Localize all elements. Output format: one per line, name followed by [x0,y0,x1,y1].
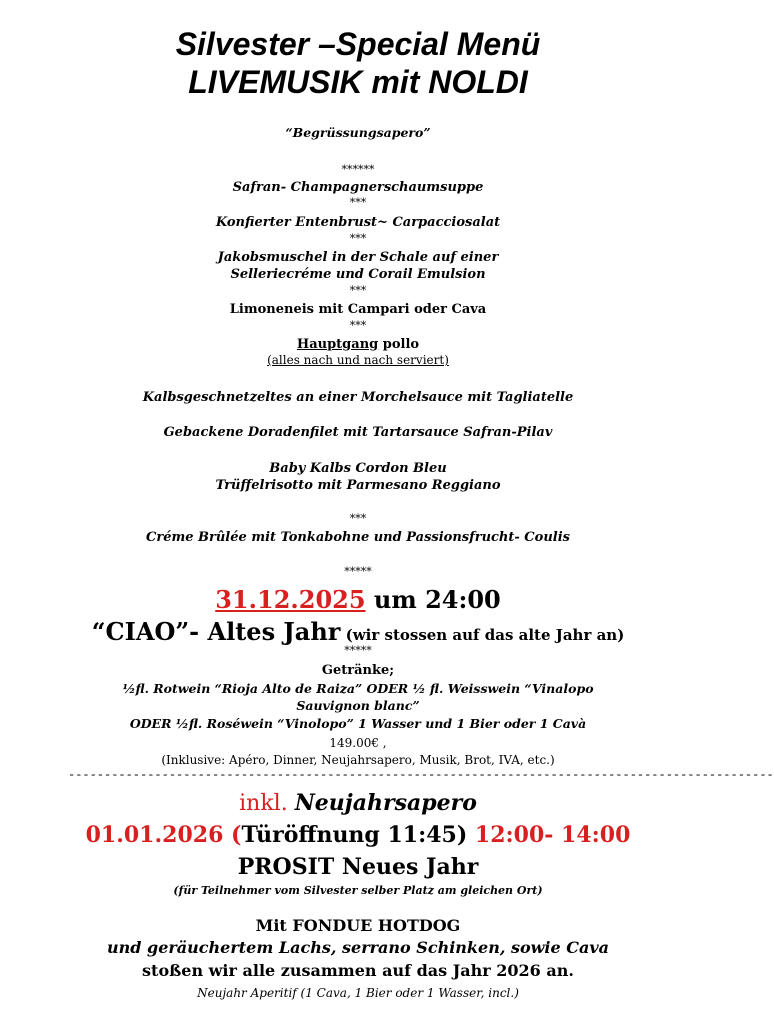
main-course-heading [0,336,716,353]
drinks-line-3: ODER ½fl. Roséwein “Vinolopo” 1 Wasser und 1 Bier oder 1 Cavà [129,716,587,731]
main-course-label: Hauptgang [296,337,379,352]
separator: *** [349,319,367,332]
separator: *** [349,512,367,525]
main-course-note: (alles nach und nach serviert) [267,353,449,367]
prosit-heading: PROSIT Neues Jahr [237,854,479,880]
drinks-line-1: ½fl. Rotwein “Rioja Alto de Raiza” ODER ½ fl. Weisswein “Vinalopo [122,681,594,696]
apero-label: Neujahrsapero [294,790,477,816]
greeting: “Begrüssungsapero” [285,125,431,140]
newyear-apero-heading [0,788,716,819]
separator: *** [349,196,367,209]
fondue-line: Mit FONDUE HOTDOG [255,916,461,935]
dessert: Créme Brûlée mit Tonkabohne und Passionsfrucht- Coulis [146,530,570,545]
ciao-title: “CIAO”- Altes Jahr [91,617,341,646]
price: 149.00€ , [329,736,387,750]
participants-note: (für Teilnehmer vom Silvester selber Platz am gleichen Ort) [173,884,543,897]
aperitif-note: Neujahr Aperitif (1 Cava, 1 Bier oder 1 Wasser, incl.) [197,986,519,1000]
inclusive-note: (Inklusive: Apéro, Dinner, Neujahrsapero, Musik, Brot, IVA, etc.) [161,753,555,767]
incl-label: inkl. [239,791,295,816]
separator: ***** [344,565,372,578]
course-scallop-line-2: Selleriecréme und Corail Emulsion [230,267,486,282]
ciao-date-time [0,585,716,615]
main-option-2: Gebackene Doradenfilet mit Tartarsauce Safran-Pilav [163,425,553,440]
newyear-line-3: stoßen wir alle zusammen auf das Jahr 2026 an. [142,961,574,980]
door-opening: Türöffnung 11:45) [241,822,468,848]
course-soup: Safran- Champagnerschaumsuppe [232,180,484,195]
separator: *** [349,284,367,297]
ciao-time: um 24:00 [365,585,501,614]
drinks-line-2: Sauvignon blanc” [296,698,420,713]
ciao-subtitle: (wir stossen auf das alte Jahr an) [340,626,625,644]
main-option-3-line-2: Trüffelrisotto mit Parmesano Reggiano [215,478,501,493]
main-option-3-line-1: Baby Kalbs Cordon Bleu [269,461,447,476]
separator: ***** [344,644,372,657]
main-option-1: Kalbsgeschnetzeltes an einer Morchelsauce mit Tagliatelle [142,390,574,405]
drinks-label: Getränke; [321,663,395,678]
newyear-line-2: und geräuchertem Lachs, serrano Schinken, sowie Cava [106,938,610,957]
title-line-1: Silvester –Special Menü [175,26,541,62]
separator: ****** [341,163,375,176]
divider-line: -------------------------------------------------------------------------------------------------- [68,768,774,782]
main-course-suffix: pollo [378,337,420,352]
course-scallop-line-1: Jakobsmuschel in der Schale auf einer [217,250,499,265]
newyear-date-time [0,820,716,850]
newyear-date: 01.01.2026 ( [85,822,242,848]
newyear-time: 12:00- 14:00 [467,822,631,848]
course-salad: Konfierter Entenbrust~ Carpacciosalat [215,215,501,230]
course-sorbet: Limoneneis mit Campari oder Cava [229,302,487,317]
ciao-date: 31.12.2025 [215,585,366,614]
separator: *** [349,232,367,245]
title-line-2: LIVEMUSIK mit NOLDI [188,64,528,100]
